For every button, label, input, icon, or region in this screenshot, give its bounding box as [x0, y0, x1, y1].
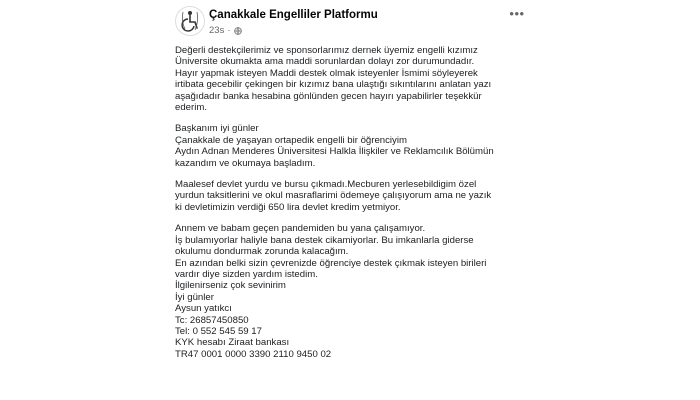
text-line: Üniversite okumakta ama maddi sorunlardan dolayı zor durumundadır.	[175, 56, 475, 68]
text-line: vardır diye sizden yardım istedim.	[175, 268, 318, 280]
text-line: Çanakkale de yaşayan ortapedik engelli bir öğrenciyim	[175, 134, 407, 146]
post-meta: 23s ·	[209, 25, 242, 36]
text-line: Tel: 0 552 545 59 17	[175, 325, 262, 337]
text-line: Değerli destekçilerimiz ve sponsorlarımız dernek üyemiz engelli kızımız	[175, 45, 478, 56]
page-avatar[interactable]	[175, 6, 205, 36]
facebook-post	[165, 0, 533, 400]
text-line: ederim.	[175, 102, 207, 114]
wheelchair-logo-icon	[176, 7, 204, 35]
text-line: ki devletimizin verdiği 650 lira devlet kredim yetmiyor.	[175, 201, 401, 213]
text-line: En azından belki sizin çevrenizde öğrenciye destek çıkmak isteyen birileri	[175, 257, 487, 269]
text-line: yurdun taksitlerini ve okul masraflarimi ödemeye çalışıyorum ama ne yazık	[175, 190, 492, 202]
paragraph-intro	[175, 45, 533, 113]
post-body	[175, 45, 533, 360]
text-line: Başkanım iyi günler	[175, 123, 259, 135]
text-line: TR47 0001 0000 3390 2110 9450 02	[175, 348, 332, 360]
text-line: okulumu dondurmak zorunda kalacağım.	[175, 246, 349, 258]
page-name-link[interactable]: Çanakkale Engelliler Platformu	[209, 9, 378, 21]
text-line: irtibata gecebilir çekingen bir kızımız bana ulaştığı sıkıntılarını anlatan yazı	[175, 79, 492, 91]
paragraph-greeting	[175, 123, 533, 169]
text-line: İyi günler	[175, 291, 214, 303]
paragraph-situation	[175, 179, 533, 213]
text-line: Hayır yapmak isteyen Maddi destek olmak isteyenler İsmimi söyleyerek	[175, 67, 478, 79]
text-line: İş bulamıyorlar haliyle bana destek cikamiyorlar. Bu imkanlarla giderse	[175, 234, 474, 246]
text-line: İlgilenirseniz çok sevinirim	[175, 280, 286, 292]
globe-icon	[234, 27, 242, 35]
post-time[interactable]: 23s	[209, 25, 225, 36]
text-line: Aysun yatıkcı	[175, 303, 232, 315]
text-line: Maalesef devlet yurdu ve bursu çıkmadı.Mecburen yerlesebildigim özel	[175, 179, 477, 191]
text-line: aşağıdadır banka hesabina gönlünden gecen hayırı yapabilirler teşekkür	[175, 90, 482, 102]
text-line: Annem ve babam geçen pandemiden bu yana çalışamıyor.	[175, 223, 426, 235]
text-line: Tc: 26857450850	[175, 314, 249, 326]
more-options-icon[interactable]: •••	[509, 6, 525, 21]
text-line: Aydın Adnan Menderes Üniversitesi Halkla İlişkiler ve Reklamcılık Bölümün	[175, 146, 494, 158]
paragraph-request	[175, 223, 533, 360]
text-line: KYK hesabı Ziraat bankası	[175, 337, 290, 349]
text-line: kazandım ve okumaya başladım.	[175, 157, 316, 169]
post-header	[175, 6, 530, 38]
